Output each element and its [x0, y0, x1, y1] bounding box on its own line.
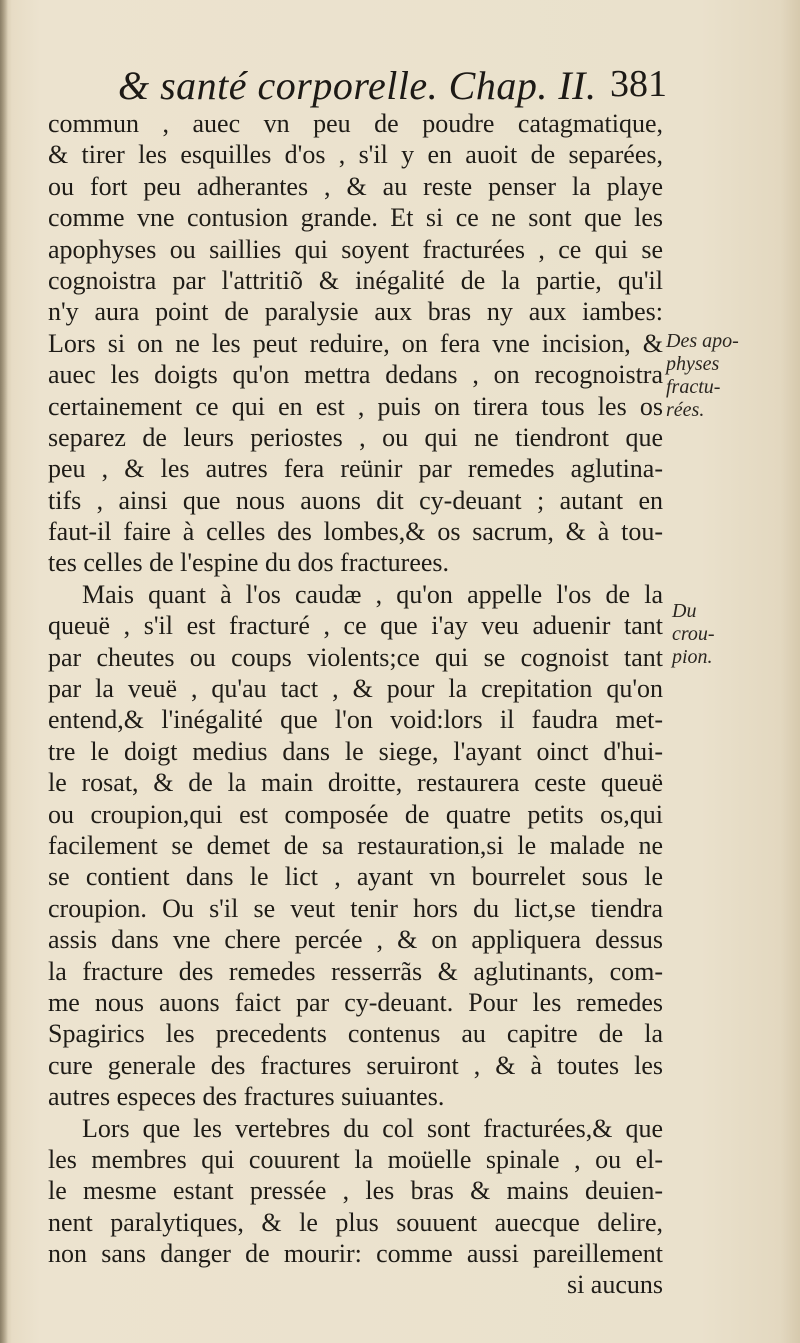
- text-line: tifs , ainsi que nous auons dit cy-deuant ; autant en: [48, 485, 663, 515]
- margin-note-line: pion.: [672, 646, 713, 668]
- margin-note-apophyses: [666, 330, 739, 422]
- catchword: si aucuns: [566, 1270, 663, 1300]
- text-line: & tirer les esquilles d'os , s'il y en auoit de separées,: [48, 140, 663, 170]
- text-line: Mais quant à l'os caudæ , qu'on appelle l'os de la: [82, 579, 663, 609]
- text-line: peu , & les autres fera reünir par remedes aglutina-: [48, 454, 663, 484]
- text-line: cognoistra par l'attritiõ & inégalité de la partie, qu'il: [48, 265, 663, 295]
- text-line: auec les doigts qu'on mettra dedans , on recognoistra: [48, 360, 663, 390]
- text-line: nent paralytiques, & le plus souuent auecque delire,: [48, 1207, 663, 1237]
- text-line: la fracture des remedes resserrãs & aglutinants, com-: [48, 956, 663, 986]
- text-line: se contient dans le lict , ayant vn bourrelet sous le: [48, 862, 663, 892]
- text-line: ou fort peu adherantes , & au reste penser la playe: [48, 171, 663, 201]
- text-line: certainement ce qui en est , puis on tirera tous les os: [48, 391, 663, 421]
- text-line: ou croupion,qui est composée de quatre petits os,qui: [48, 799, 663, 829]
- text-line: cure generale des fractures seruiront , & à toutes les: [48, 1050, 663, 1080]
- text-line: tre le doigt medius dans le siege, l'ayant oinct d'hui-: [48, 736, 663, 766]
- text-line: Lors que les vertebres du col sont fracturées,& que: [82, 1113, 663, 1143]
- text-line: par cheutes ou coups violents;ce qui se cognoist tant: [48, 642, 663, 672]
- text-line: apophyses ou saillies qui soyent fracturées , ce qui se: [48, 234, 663, 264]
- text-line: croupion. Ou s'il se veut tenir hors du lict,se tiendra: [48, 893, 663, 923]
- body-text: [48, 108, 663, 1301]
- text-line: facilement se demet de sa restauration,si le malade ne: [48, 830, 663, 860]
- text-line: Lors si on ne les peut reduire, on fera vne incision, &: [48, 328, 663, 358]
- text-line: comme vne contusion grande. Et si ce ne sont que les: [48, 203, 663, 233]
- page-number: 381: [610, 63, 667, 105]
- running-head: & santé corporelle. Chap. II.: [118, 63, 597, 108]
- text-line: separez de leurs periostes , ou qui ne tiendront que: [48, 422, 663, 452]
- text-line: commun , auec vn peu de poudre catagmatique,: [48, 109, 663, 138]
- text-line: les membres qui couurent la moüelle spinale , ou el-: [48, 1144, 663, 1174]
- margin-note-line: Des apo-: [666, 330, 739, 352]
- text-line: faut-il faire à celles des lombes,& os sacrum, & à tou-: [48, 517, 663, 547]
- text-line: assis dans vne chere percée , & on appliquera dessus: [48, 925, 663, 955]
- text-line: le mesme estant pressée , les bras & mains deuien-: [48, 1176, 663, 1206]
- margin-note-line: Du: [672, 600, 697, 622]
- text-line: tes celles de l'espine du dos fracturees.: [48, 548, 450, 578]
- text-line: queuë , s'il est fracturé , ce que i'ay veu aduenir tant: [48, 611, 663, 641]
- margin-note-croupion: [672, 600, 715, 669]
- text-line: par la veuë , qu'au tact , & pour la crepitation qu'on: [48, 674, 663, 704]
- text-line: n'y aura point de paralysie aux bras ny aux iambes:: [48, 297, 663, 327]
- margin-note-line: fractu-: [666, 376, 721, 398]
- text-line: autres especes des fractures suiuantes.: [48, 1082, 445, 1112]
- margin-note-line: rées.: [666, 399, 705, 421]
- text-line: le rosat, & de la main droitte, restaurera ceste queuë: [48, 768, 663, 798]
- page-gutter-shadow: [0, 0, 8, 1343]
- text-line: non sans danger de mourir: comme aussi pareillement: [48, 1239, 663, 1269]
- text-line: me nous auons faict par cy-deuant. Pour les remedes: [48, 987, 663, 1017]
- margin-note-line: crou-: [672, 623, 715, 645]
- text-line: entend,& l'inégalité que l'on void:lors il faudra met-: [48, 705, 663, 735]
- text-line: Spagirics les precedents contenus au capitre de la: [48, 1019, 663, 1049]
- margin-note-line: physes: [666, 353, 720, 375]
